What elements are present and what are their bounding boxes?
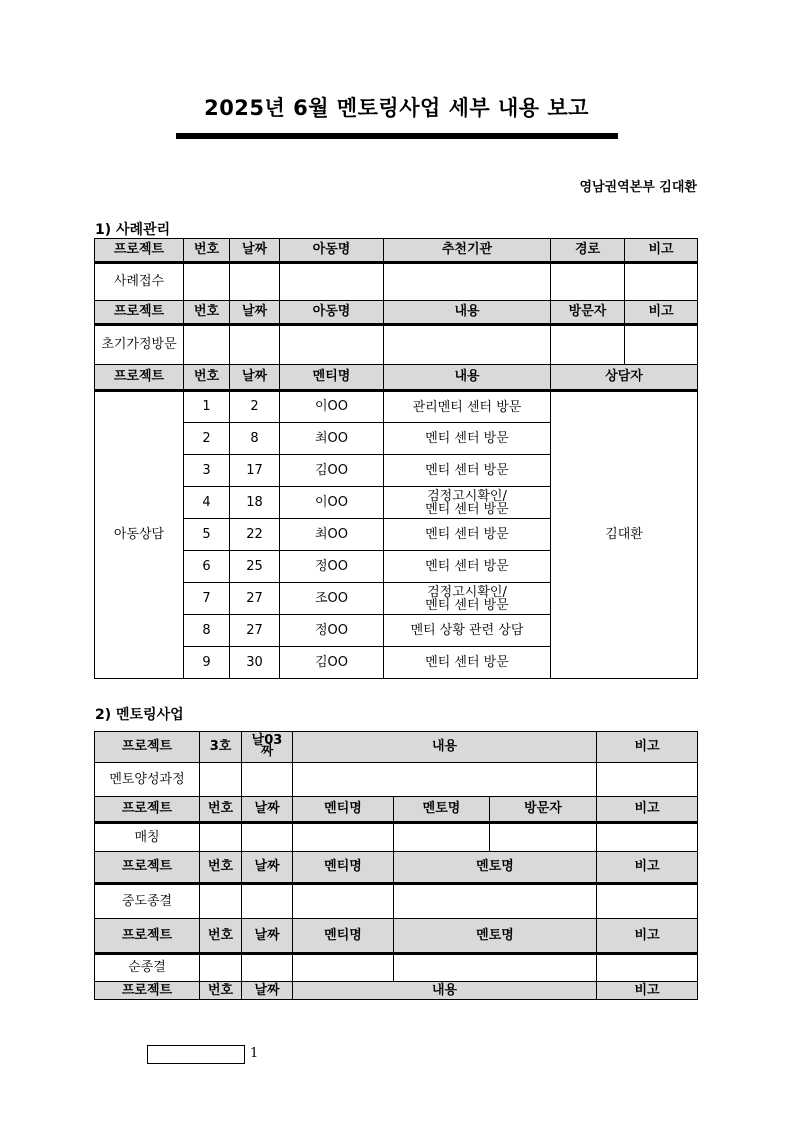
row-number: 4 [184,487,230,519]
page-number-box [147,1045,245,1064]
author-line: 영남권역본부 김대환 [579,180,697,195]
case-management-table [94,238,698,679]
section1-title: 1) 사례관리 [95,222,171,238]
header-cell: 날짜 [242,919,293,954]
counselor-name: 김대환 [551,391,698,679]
row-number: 9 [184,647,230,679]
row-date: 27 [230,615,280,647]
project-label: 중도종결 [95,884,200,919]
row-mentee-name: 이OO [280,487,384,519]
section2-title: 2) 멘토링사업 [95,707,184,723]
header-cell: 프로젝트 [95,919,200,954]
midterm-row [95,884,698,919]
header-cell: 비고 [597,732,698,763]
title-underline [176,133,618,139]
header-cell: 날짜 [230,365,280,391]
header-cell: 멘티명 [280,365,384,391]
row-content: 멘티 센터 방문 [384,647,551,679]
header-cell: 방문자 [551,301,625,325]
project-label: 멘토양성과정 [95,763,200,797]
training-row [95,763,698,797]
row-content: 멘티 센터 방문 [384,423,551,455]
row-content: 관리멘티 센터 방문 [384,391,551,423]
last-header-row [95,982,698,1000]
header-cell: 프로젝트 [95,732,200,763]
header-cell: 멘토명 [394,919,597,954]
header-cell: 날짜 [242,852,293,884]
header-cell: 방문자 [490,797,597,823]
header-cell: 프로젝트 [95,852,200,884]
training-header-row [95,732,698,763]
row-number: 2 [184,423,230,455]
header-cell: 경로 [551,239,625,263]
header-cell: 아동명 [280,301,384,325]
row-mentee-name: 최OO [280,423,384,455]
midterm-header-row [95,852,698,884]
document-title: 2025년 6월 멘토링사업 세부 내용 보고 [204,96,589,120]
header-cell: 내용 [293,982,597,1000]
matching-row [95,823,698,852]
row-mentee-name: 이OO [280,391,384,423]
header-cell: 번호 [200,797,242,823]
header-cell: 아동명 [280,239,384,263]
header-cell: 비고 [597,982,698,1000]
row-mentee-name: 정OO [280,615,384,647]
row-mentee-name: 조OO [280,583,384,615]
page-number: 1 [250,1046,259,1061]
header-cell: 내용 [293,732,597,763]
project-label: 초기가정방문 [95,325,184,365]
row-content: 멘티 센터 방문 [384,455,551,487]
row-mentee-name: 김OO [280,455,384,487]
row-content: 멘티 상황 관련 상담 [384,615,551,647]
header-cell: 번호 [200,982,242,1000]
intake-row [95,263,698,301]
header-cell: 번호 [184,365,230,391]
header-cell: 내용 [384,301,551,325]
header-cell: 비고 [625,301,698,325]
counsel-rows [95,391,698,679]
header-cell: 멘티명 [293,852,394,884]
row-date: 25 [230,551,280,583]
header-cell: 번호 [184,301,230,325]
row-number: 3 [184,455,230,487]
header-cell: 날03 짜 [242,732,293,763]
complete-row [95,954,698,982]
row-content: 멘티 센터 방문 [384,551,551,583]
row-mentee-name: 정OO [280,551,384,583]
mentoring-table [94,731,698,1000]
header-cell: 비고 [597,852,698,884]
header-cell: 비고 [625,239,698,263]
row-number: 6 [184,551,230,583]
row-date: 22 [230,519,280,551]
row-number: 1 [184,391,230,423]
row-date: 17 [230,455,280,487]
row-number: 7 [184,583,230,615]
project-label: 매칭 [95,823,200,852]
header-cell: 상담자 [551,365,698,391]
row-date: 8 [230,423,280,455]
matching-header-row [95,797,698,823]
project-label: 순종결 [95,954,200,982]
header-cell: 추천기관 [384,239,551,263]
counsel-header-row [95,365,698,391]
visit-header-row [95,301,698,325]
row-number: 8 [184,615,230,647]
header-cell: 날짜 [230,239,280,263]
header-cell: 비고 [597,797,698,823]
visit-row [95,325,698,365]
intake-header-row [95,239,698,263]
header-cell: 날짜 [242,797,293,823]
header-cell: 멘티명 [293,797,394,823]
row-mentee-name: 최OO [280,519,384,551]
counsel-row [95,391,698,423]
row-date: 18 [230,487,280,519]
project-label: 아동상담 [95,391,184,679]
row-content: 멘티 센터 방문 [384,519,551,551]
header-cell: 비고 [597,919,698,954]
header-cell: 멘티명 [293,919,394,954]
header-cell: 프로젝트 [95,365,184,391]
header-cell: 날짜 [230,301,280,325]
project-label: 사례접수 [95,263,184,301]
row-date: 2 [230,391,280,423]
row-content: 검정고시확인/ 멘티 센터 방문 [384,583,551,615]
header-cell: 3호 [200,732,242,763]
row-date: 27 [230,583,280,615]
header-cell: 날짜 [242,982,293,1000]
header-cell: 멘토명 [394,852,597,884]
complete-header-row [95,919,698,954]
header-cell: 프로젝트 [95,301,184,325]
header-cell: 멘토명 [394,797,490,823]
header-cell: 번호 [200,919,242,954]
header-cell: 프로젝트 [95,797,200,823]
header-cell: 번호 [184,239,230,263]
row-content: 검정고시확인/ 멘티 센터 방문 [384,487,551,519]
header-cell: 프로젝트 [95,982,200,1000]
row-date: 30 [230,647,280,679]
row-mentee-name: 김OO [280,647,384,679]
header-cell: 내용 [384,365,551,391]
header-cell: 프로젝트 [95,239,184,263]
header-cell: 번호 [200,852,242,884]
row-number: 5 [184,519,230,551]
